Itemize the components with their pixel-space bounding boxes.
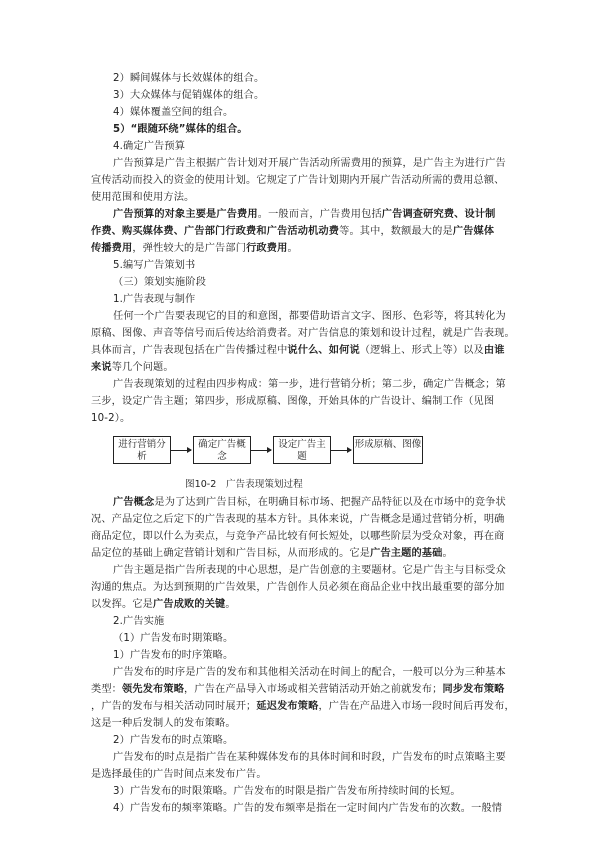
bold-text: 延迟发布策略: [256, 701, 319, 712]
bold-text: 同步发布策略: [442, 684, 505, 695]
flow-box: 设定广告主题: [273, 436, 331, 464]
text-span: 具体而言，广告表现包括在广告传播过程中: [91, 345, 288, 356]
bold-text: 作费、购买媒体费、广告部门行政费和广告活动机动费: [91, 226, 340, 237]
bold-text: 说什么、如何说: [287, 345, 360, 356]
section-heading: 2.广告实施: [113, 616, 165, 627]
text-span: 以发挥。它是: [91, 599, 154, 610]
figure-caption: 图10-2 广告表现策划过程: [185, 479, 303, 490]
arrow-icon: [331, 450, 351, 451]
text-span: （逻辑上、形式上等）以及: [359, 345, 484, 356]
bold-text: 由谁: [483, 345, 505, 356]
paragraph-line: 商品定位，即以什么为卖点，与竞争产品比较有何长短处，以哪些阶层为受众对象，再在商: [91, 531, 505, 542]
paragraph-line: 这是一种后发制人的发布策略。: [91, 718, 236, 729]
text-span: ，弹性较大的是广告部门: [132, 243, 247, 254]
section-heading: 1.广告表现与制作: [113, 294, 196, 305]
paragraph-line: 任何一个广告要表现它的目的和意图，都要借助语言文字、图形、色彩等，将其转化为: [113, 311, 506, 322]
paragraph-line: [113, 208, 496, 222]
bold-text: 广告成败的关键: [153, 599, 226, 610]
text-span: 。一般而言，广告费用包括: [257, 209, 382, 220]
list-item: 5）“跟随环绕”媒体的组合。: [113, 124, 248, 135]
text-span: 。: [287, 243, 298, 254]
paragraph-line: [91, 598, 236, 612]
arrow-icon: [251, 450, 271, 451]
paragraph-line: [91, 344, 505, 358]
paragraph-line: 广告发布的时序是广告的发布和其他相关活动在时间上的配合，一般可以分为三种基本: [113, 667, 506, 678]
section-heading: 5.编写广告策划书: [113, 260, 196, 271]
paragraph-line: 是选择最佳的广告时间点来发布广告。: [91, 769, 267, 780]
list-item: 4）媒体覆盖空间的组合。: [113, 107, 234, 118]
bold-text: 行政费用: [246, 243, 288, 254]
paragraph-line: 原稿、图像、声音等信号而后传达给消费者。对广告信息的策划和设计过程，就是广告表现。: [91, 328, 515, 339]
section-heading: 1）广告发布的时序策略。: [113, 650, 234, 661]
paragraph-line: [91, 547, 453, 561]
paragraph-line: [91, 683, 505, 697]
text-span: 等几个问题。: [111, 362, 174, 373]
paragraph-line: [91, 361, 174, 375]
paragraph-line: 3）广告发布的时限策略。广告发布的时限是指广告发布所持续时间的长短。: [113, 786, 461, 797]
bold-text: 来说: [91, 362, 112, 373]
paragraph-line: 使用范围和使用方法。: [91, 192, 195, 203]
bold-text: 广告主题的基础: [370, 548, 443, 559]
paragraph-line: 广告预算是广告主根据广告计划对开展广告活动所需费用的预算，是广告主为进行广告: [113, 158, 506, 169]
text-span: 是为了达到广告目标，在明确目标市场、把握产品特征以及在市场中的竞争状: [154, 497, 506, 508]
flow-box: 确定广告概念: [193, 436, 251, 464]
paragraph-line: 广告表现策划的过程由四步构成：第一步，进行营销分析；第二步，确定广告概念；第: [113, 379, 506, 390]
flowchart: [113, 436, 433, 472]
text-span: ，广告在产品导入市场或相关营销活动开始之前就发布；: [184, 684, 443, 695]
list-item: 3）大众媒体与促销媒体的组合。: [113, 90, 265, 101]
section-heading: （1）广告发布时期策略。: [113, 633, 234, 644]
bold-text: 传播费用: [91, 243, 133, 254]
paragraph-line: [91, 700, 515, 714]
text-span: ，广告的发布与相关活动同时展开；: [91, 701, 257, 712]
text-span: 。: [225, 599, 236, 610]
paragraph-line: [91, 242, 298, 256]
bold-text: 广告预算的对象主要是广告费用: [113, 209, 258, 220]
paragraph-line: 三步，设定广告主题；第四步，形成原稿、图像，开始具体的广告设计、编制工作（见图: [91, 396, 495, 407]
paragraph-line: 10-2）。: [91, 413, 131, 424]
bold-text: 广告调查研究费、设计制: [381, 209, 496, 220]
paragraph-line: 广告发布的时点是指广告在某种媒体发布的具体时间和时段，广告发布的时点策略主要: [113, 752, 506, 763]
arrow-icon: [171, 450, 191, 451]
bold-text: 领先发布策略: [122, 684, 185, 695]
text-span: 类型：: [91, 684, 123, 695]
paragraph-line: 宣传活动而投入的资金的使用计划。它规定了广告计划期内开展广告活动所需的费用总额、: [91, 175, 505, 186]
paragraph-line: [91, 225, 494, 239]
section-heading: 4.确定广告预算: [113, 141, 186, 152]
bold-text: 广告媒体: [452, 226, 495, 237]
text-span: 。: [442, 548, 453, 559]
section-heading: （三）策划实施阶段: [113, 277, 207, 288]
list-item: 2）瞬间媒体与长效媒体的组合。: [113, 73, 265, 84]
text-span: ，广告在产品进入市场一段时间后再发布，: [318, 701, 515, 712]
flow-box: 进行营销分析: [113, 436, 171, 464]
bold-text: 广告概念: [113, 497, 155, 508]
flow-box: 形成原稿、图像: [353, 436, 423, 464]
paragraph-line: 广告主题是指广告所表现的中心思想，是广告创意的主要题材。它是广告主与目标受众: [113, 565, 506, 576]
paragraph-line: [113, 496, 506, 510]
paragraph-line: 况、产品定位之后定下的广告表现的基本方针。具体来说，广告概念是通过营销分析，明确: [91, 514, 505, 525]
paragraph-line: 沟通的焦点。为达到预期的广告效果，广告创作人员必须在商品企业中找出最重要的部分加: [91, 582, 505, 593]
section-heading: 2）广告发布的时点策略。: [113, 735, 234, 746]
paragraph-line: 4）广告发布的频率策略。广告的发布频率是指在一定时间内广告发布的次数。一般情: [113, 803, 503, 814]
text-span: 等。其中，数额最大的是: [339, 226, 453, 237]
text-span: 品定位的基础上确定营销计划和广告目标，从而形成的。它是: [91, 548, 371, 559]
